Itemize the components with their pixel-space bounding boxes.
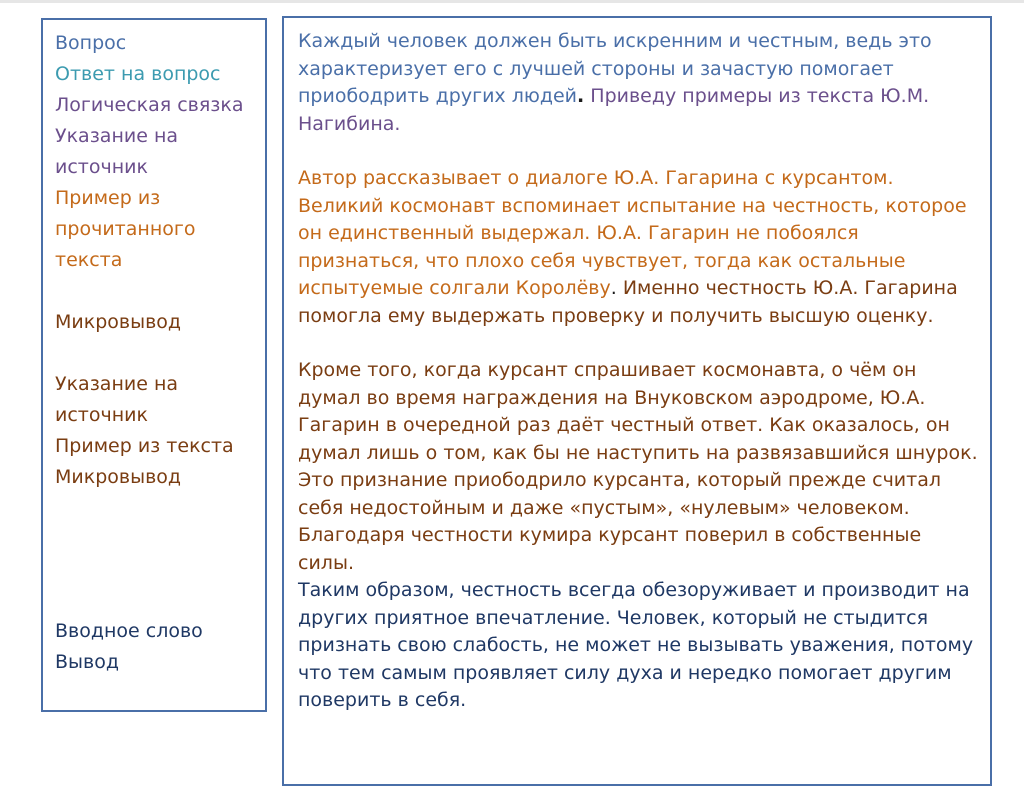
label-question: Вопрос (55, 32, 127, 54)
label-example-line2: прочитанного (55, 218, 196, 240)
structure-labels-panel (41, 18, 267, 712)
label-logical-link: Логическая связка (55, 94, 244, 116)
label-source-line2: источник (55, 156, 148, 178)
essay-paragraph-conclusion: Таким образом, честность всегда обезоруживает и производит на других приятное впечатление. Человек, который не стыдится признать свою слабость, не может не вызывать уважения, потому что тем самым проявляет силу духа и нередко помогает другим поверить в себя. (298, 579, 974, 711)
example1-text: Автор рассказывает о диалоге Ю.А. Гагарина с курсантом. Великий космонавт вспоминает испытание на честность, которое он единственный выдержал. Ю.А. Гагарин не побоялся признаться, что плохо себя чувствует, тогда как остальные испытуемые солгали Королёву (298, 167, 967, 299)
label-example-line1: Пример из (55, 187, 161, 209)
label-example2: Пример из текста (55, 435, 234, 457)
top-bar (0, 0, 1024, 3)
source-intro-text: Приведу примеры из текста Ю.М. Нагибина. (298, 85, 930, 135)
essay-paragraph-thesis (298, 28, 978, 138)
essay-panel (282, 16, 992, 786)
essay-paragraph-example2: Кроме того, когда курсант спрашивает космонавта, о чём он думал во время награждения на Внуковском аэродроме, Ю.А. Гагарин в очередной раз даёт честный ответ. Как оказалось, он думал лишь о том, как бы не наступить на развязавшийся шнурок. Это признание приободрило курсанта, который прежде считал себя недостойным и даже «пустым», «нулевым» человеком. Благодаря честности кумира курсант поверил в собственные силы. (298, 359, 978, 574)
thesis-dot: . (577, 85, 585, 107)
label-source-line1: Указание на (55, 125, 179, 147)
label-source2-line2: источник (55, 404, 148, 426)
label-example-line3: текста (55, 249, 123, 271)
label-microconclusion-1: Микровывод (55, 311, 182, 333)
microconclusion1-text: Именно честность Ю.А. Гагарина помогла ему выдержать проверку и получить высшую оценку. (298, 277, 958, 327)
label-intro-word: Вводное слово (55, 620, 203, 642)
label-microconclusion-2: Микровывод (55, 466, 182, 488)
essay-paragraph-example1 (298, 165, 978, 330)
thesis-text: Каждый человек должен быть искренним и честным, ведь это характеризует его с лучшей стороны и зачастую помогает приободрить других людей (298, 30, 932, 107)
example1-dot: . (610, 277, 617, 299)
label-answer: Ответ на вопрос (55, 63, 221, 85)
label-source2-line1: Указание на (55, 373, 179, 395)
label-conclusion: Вывод (55, 651, 119, 673)
